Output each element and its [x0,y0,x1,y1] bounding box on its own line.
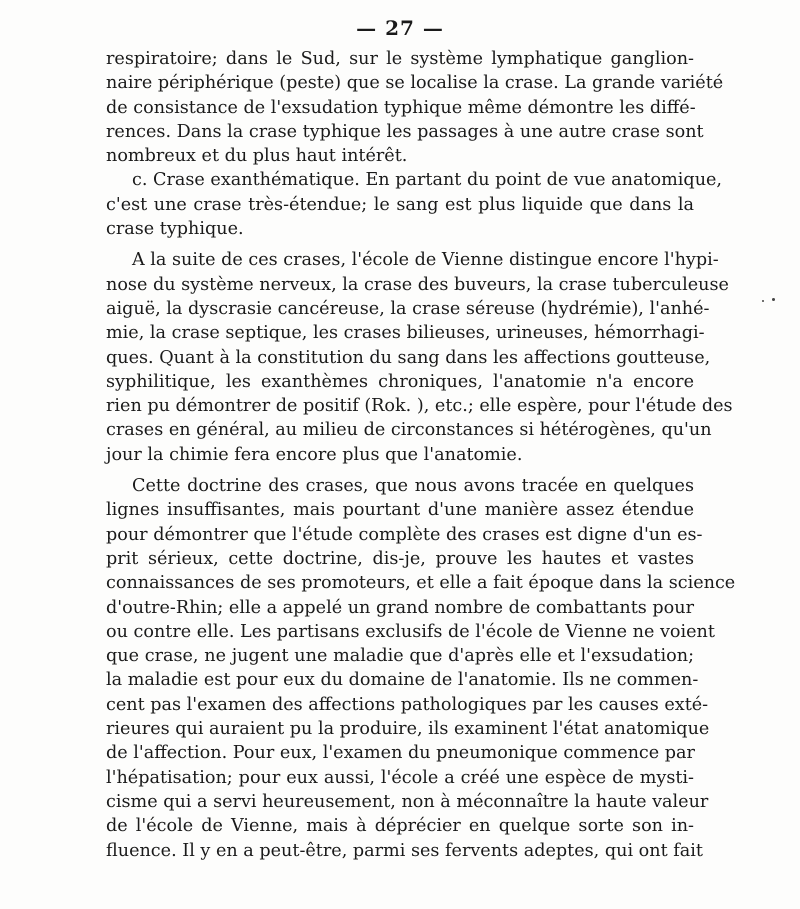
text-line: rien pu démontrer de positif (Rok. ), etc.; elle espère, pour l'étude des [106,396,733,417]
text-line: cisme qui a servi heureusement, non à méconnaître la haute valeur [106,791,709,812]
text-line: rences. Dans la crase typhique les passages à une autre crase sont [106,121,704,142]
text-line: connaissances de ses promoteurs, et elle a fait époque dans la science [106,573,736,594]
text-line: jour la chimie fera encore plus que l'anatomie. [106,444,523,465]
text-line: cent pas l'examen des affections pathologiques par les causes exté- [106,694,709,715]
text-line: d'outre-Rhin; elle a appelé un grand nombre de combattants pour [106,597,695,618]
text-line: respiratoire; dans le Sud, sur le système lymphatique ganglion- [106,49,694,69]
text-line: nose du système nerveux, la crase des buveurs, la crase tuberculeuse [106,274,729,295]
text-line: prit sérieux, cette doctrine, dis-je, prouve les hautes et vastes [106,548,694,569]
text-line: l'hépatisation; pour eux aussi, l'école a créé une espèce de mysti- [106,767,694,788]
text-line: Cette doctrine des crases, que nous avons tracée en quelques [132,476,694,497]
text-line: c'est une crase très-étendue; le sang est plus liquide que dans la [106,194,694,215]
paragraph [106,248,733,467]
paragraph [106,168,723,241]
text-line: nombreux et du plus haut intérêt. [106,146,408,167]
text-line: ou contre elle. Les partisans exclusifs de l'école de Vienne ne voient [106,621,715,642]
text-line: que crase, ne jugent une maladie que d'après elle et l'exsudation; [106,646,694,667]
text-line: de l'affection. Pour eux, l'examen du pneumonique commence par [106,743,695,764]
text-line: aiguë, la dyscrasie cancéreuse, la crase séreuse (hydrémie), l'anhé- [106,298,710,319]
text-line: de consistance de l'exsudation typhique même démontre les diffé- [106,97,696,118]
text-line: ques. Quant à la constitution du sang dans les affections goutteuse, [106,347,711,368]
text-line: fluence. Il y en a peut-être, parmi ses fervents adeptes, qui ont fait [106,840,703,861]
paragraph [106,474,736,863]
paragraph [106,47,724,168]
text-line: crase typhique. [106,219,244,240]
text-line: mie, la crase septique, les crases bilieuses, urineuses, hémorrhagi- [106,323,705,344]
text-line: rieures qui auraient pu la produire, ils examinent l'état anatomique [106,719,710,740]
text-line: naire périphérique (peste) que se localise la crase. La grande variété [106,73,724,94]
text-line: lignes insuffisantes, mais pourtant d'une manière assez étendue [106,500,694,521]
text-line: A la suite de ces crases, l'école de Vienne distingue encore l'hypi- [132,250,719,271]
text-line: crases en général, au milieu de circonstances si hétérogènes, qu'un [106,420,712,441]
text-line: c. Crase exanthématique. En partant du point de vue anatomique, [132,170,723,191]
page-number: — 27 — [356,16,444,40]
text-line: la maladie est pour eux du domaine de l'anatomie. Ils ne commen- [106,670,699,691]
paper-speck [772,298,775,301]
body-text [106,47,736,863]
text-line: pour démontrer que l'étude complète des crases est digne d'un es- [106,524,703,545]
text-line: syphilitique, les exanthèmes chroniques, l'anatomie n'a encore [106,371,694,392]
paper-speck [762,300,764,302]
text-line: de l'école de Vienne, mais à déprécier en quelque sorte son in- [106,816,694,837]
